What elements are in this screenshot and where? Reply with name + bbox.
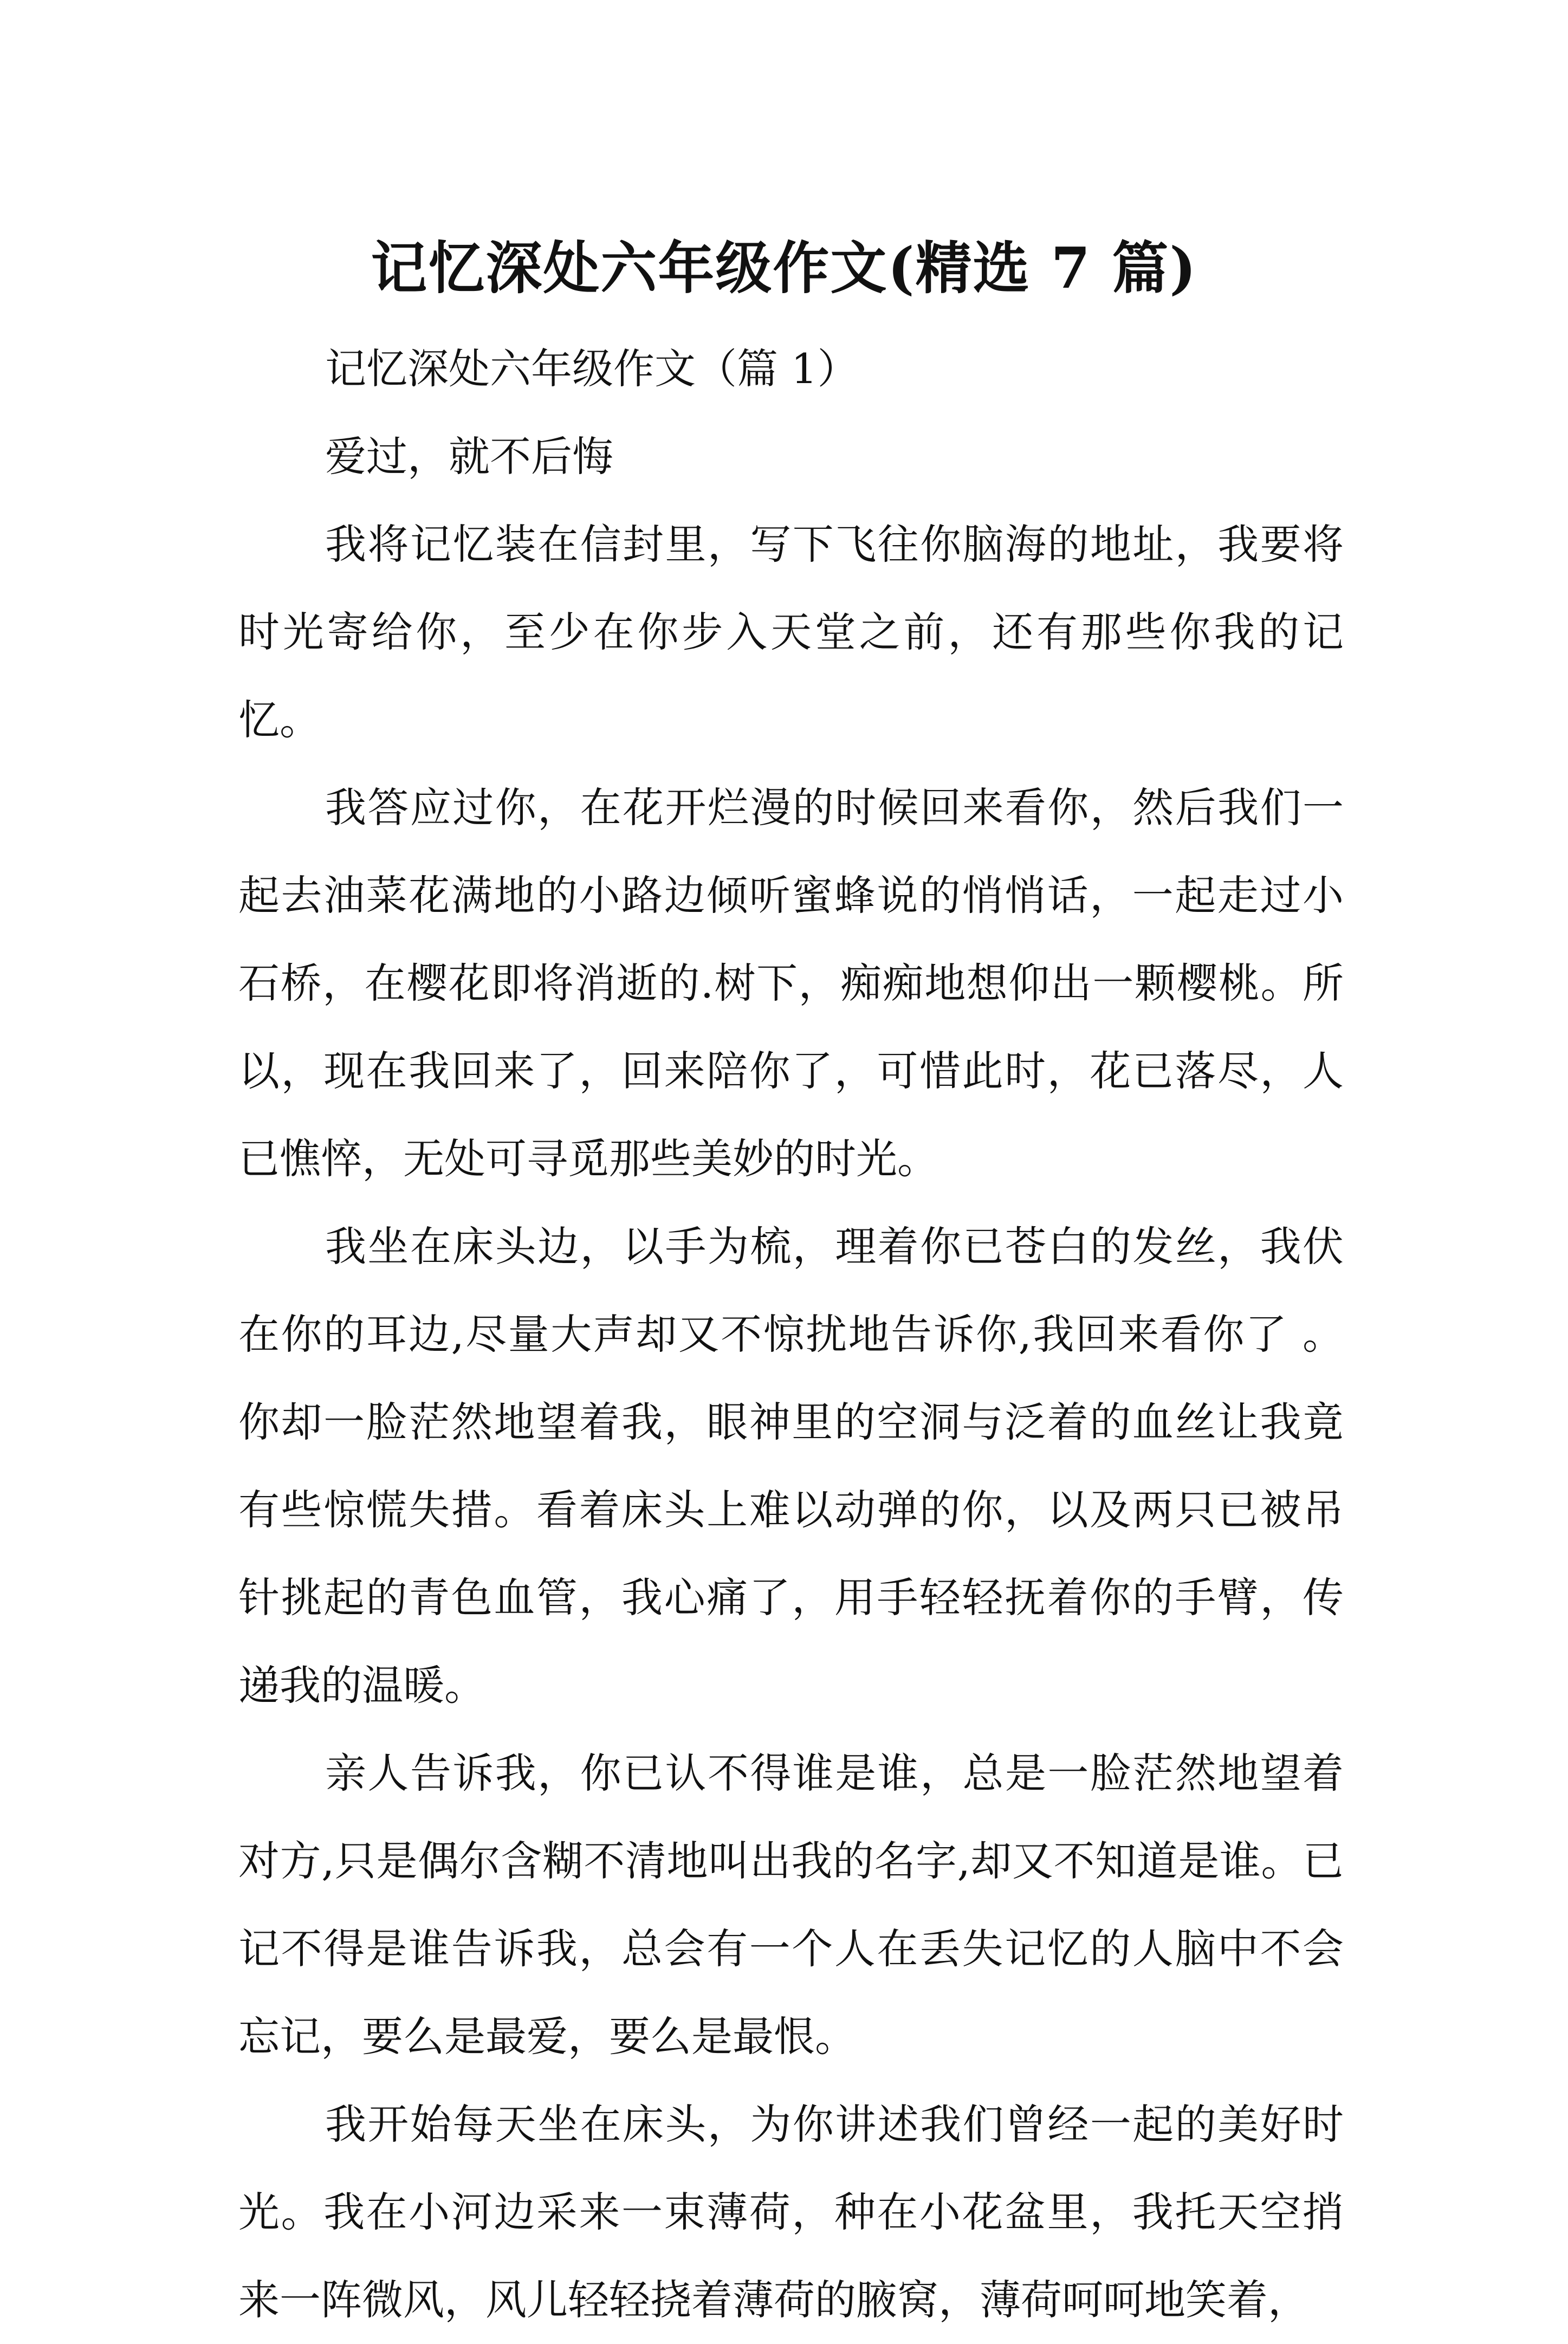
body-paragraph: 我将记忆装在信封里，写下飞往你脑海的地址，我要将时光寄给你，至少在你步入天堂之前，还有那些你我的记忆。: [238, 520, 1344, 744]
section-heading: 记忆深处六年级作文（篇 1）: [325, 345, 859, 393]
document-title: 记忆深处六年级作文(精选 7 篇): [371, 234, 1197, 301]
document-body: [238, 325, 1344, 2344]
body-paragraph: 我答应过你，在花开烂漫的时候回来看你，然后我们一起去油菜花满地的小路边倾听蜜蜂说的悄悄话，一起走过小石桥，在樱花即将消逝的.树下，痴痴地想仰出一颗樱桃。所以，现在我回来了，回来陪你了，可惜此时，花已落尽，人已憔悴，无处可寻觅那些美妙的时光。: [238, 784, 1344, 1183]
essay-subtitle: 爱过，就不后悔: [325, 432, 613, 481]
body-paragraph: 我开始每天坐在床头，为你讲述我们曾经一起的美好时光。我在小河边采来一束薄荷，种在小花盆里，我托天空捎来一阵微风，风儿轻轻挠着薄荷的腋窝，薄荷呵呵地笑着，: [238, 2100, 1344, 2324]
body-paragraph: 我坐在床头边，以手为梳，理着你已苍白的发丝，我伏在你的耳边,尽量大声却又不惊扰地告诉你,我回来看你了 。你却一脸茫然地望着我，眼神里的空洞与泛着的血丝让我竟有些惊慌失措。看着床头上难以动弹的你，以及两只已被吊针挑起的青色血管，我心痛了，用手轻轻抚着你的手臂，传递我的温暖。: [238, 1222, 1344, 1710]
body-paragraph: 亲人告诉我，你已认不得谁是谁，总是一脸茫然地望着对方,只是偶尔含糊不清地叫出我的名字,却又不知道是谁。已记不得是谁告诉我，总会有一个人在丢失记忆的人脑中不会忘记，要么是最爱，要么是最恨。: [238, 1749, 1344, 2061]
